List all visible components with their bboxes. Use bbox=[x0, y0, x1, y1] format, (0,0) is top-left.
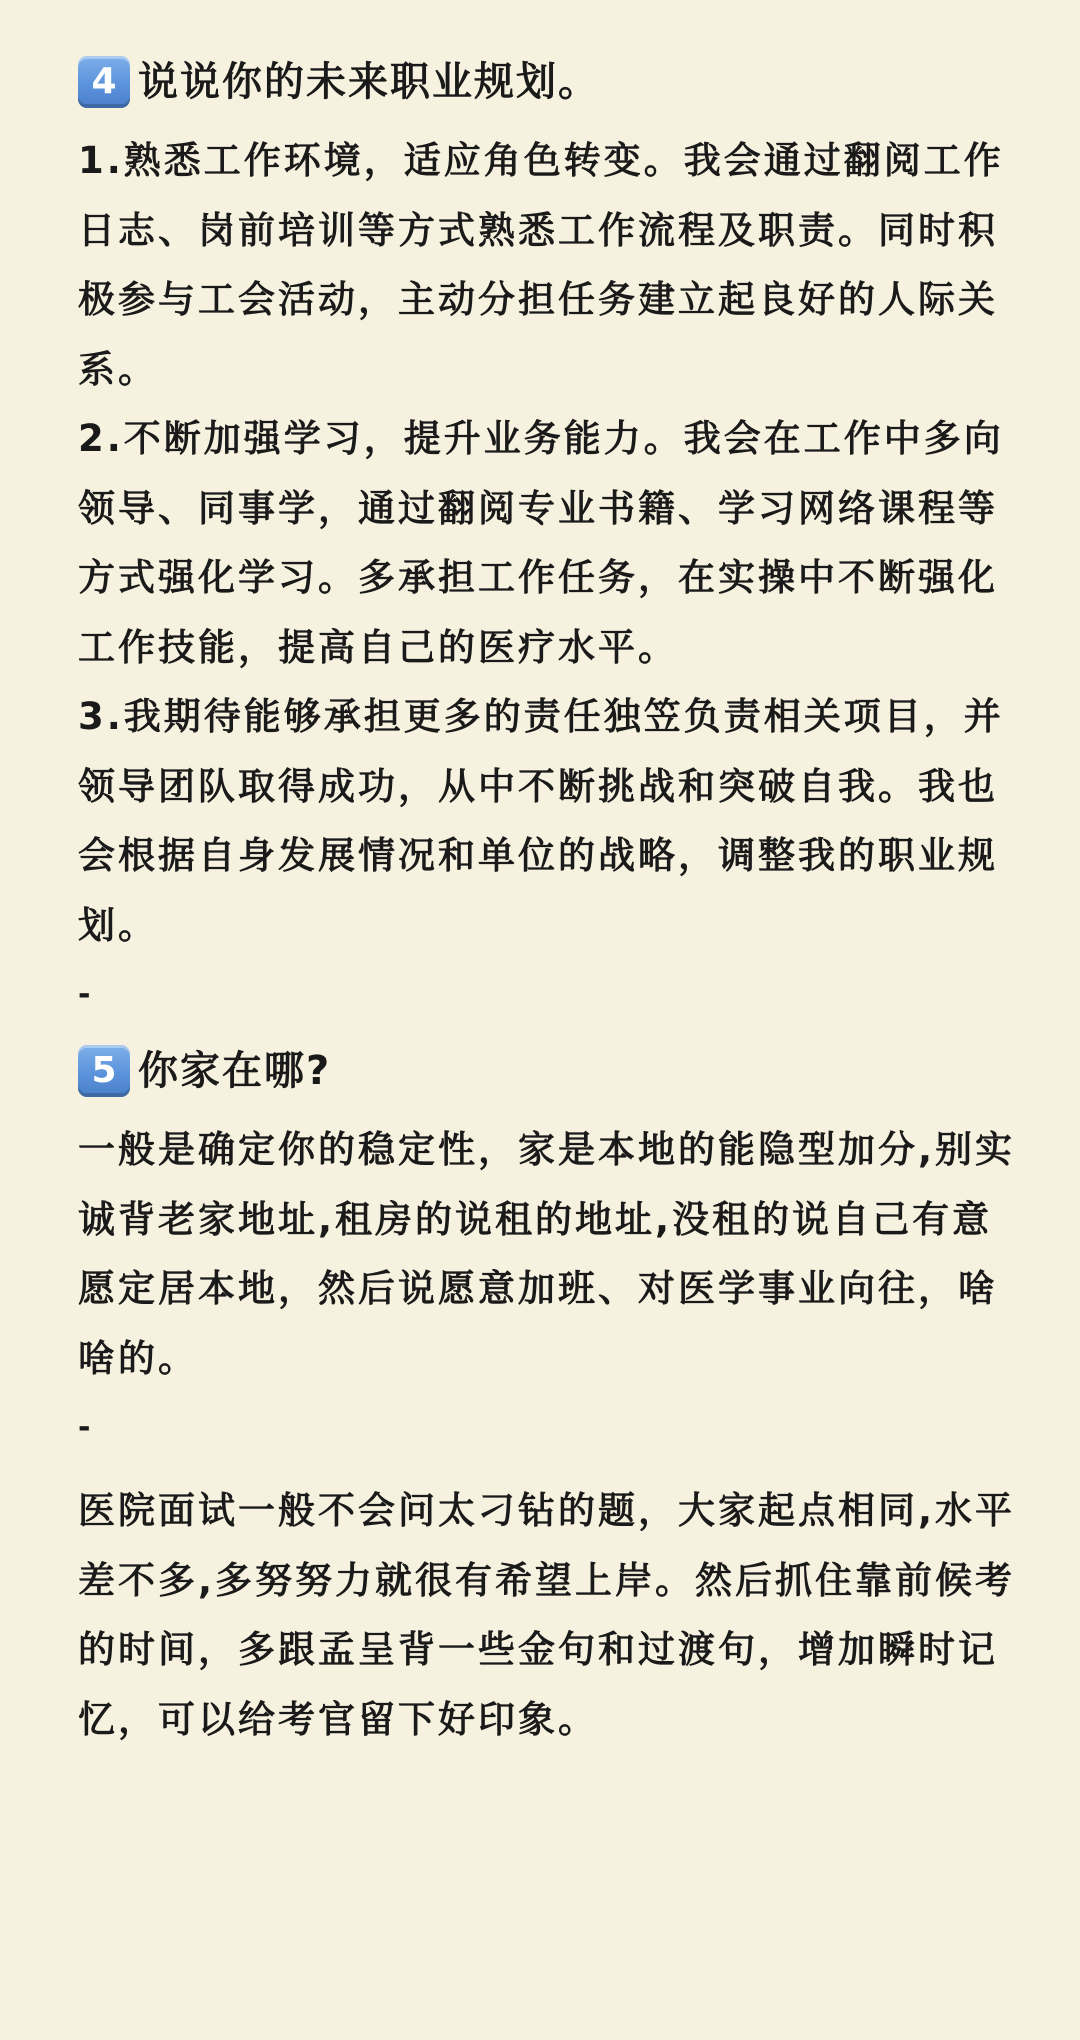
keycap-number-4-icon bbox=[78, 56, 130, 108]
section-heading-5 bbox=[78, 1037, 1040, 1105]
paragraph: 2.不断加强学习，提升业务能力。我会在工作中多向领导、同事学，通过翻阅专业书籍、学习网络课程等方式强化学习。多承担工作任务，在实操中不断强化工作技能，提高自己的医疗水平。 bbox=[78, 417, 1004, 669]
separator-dash: - bbox=[78, 977, 91, 1012]
closing-paragraph: 医院面试一般不会问太刁钻的题，大家起点相同,水平差不多,多努努力就很有希望上岸。然后抓住靠前候考的时间，多跟孟呈背一些金句和过渡句，增加瞬时记忆，可以给考官留下好印象。 bbox=[78, 1489, 1016, 1741]
section-title: 你家在哪? bbox=[138, 1048, 332, 1094]
separator-dash: - bbox=[78, 1410, 91, 1445]
keycap-number-label: 5 bbox=[91, 1050, 117, 1091]
paragraph: 一般是确定你的稳定性，家是本地的能隐型加分,别实诚背老家地址,租房的说租的地址,没租的说自己有意愿定居本地，然后说愿意加班、对医学事业向往，啥啥的。 bbox=[78, 1128, 1016, 1380]
section-heading-4 bbox=[78, 48, 1040, 116]
keycap-number-label: 4 bbox=[91, 61, 117, 102]
section-title: 说说你的未来职业规划。 bbox=[138, 59, 600, 105]
paragraph: 1.熟悉工作环境，适应角色转变。我会通过翻阅工作日志、岗前培训等方式熟悉工作流程及职责。同时积极参与工会活动，主动分担任务建立起良好的人际关系。 bbox=[78, 139, 1004, 391]
keycap-number-5-icon bbox=[78, 1045, 130, 1097]
spacer bbox=[78, 1462, 1040, 1476]
paragraph: 3.我期待能够承担更多的责任独笠负责相关项目，并领导团队取得成功，从中不断挑战和突破自我。我也会根据自身发展情况和单位的战略，调整我的职业规划。 bbox=[78, 695, 1004, 947]
